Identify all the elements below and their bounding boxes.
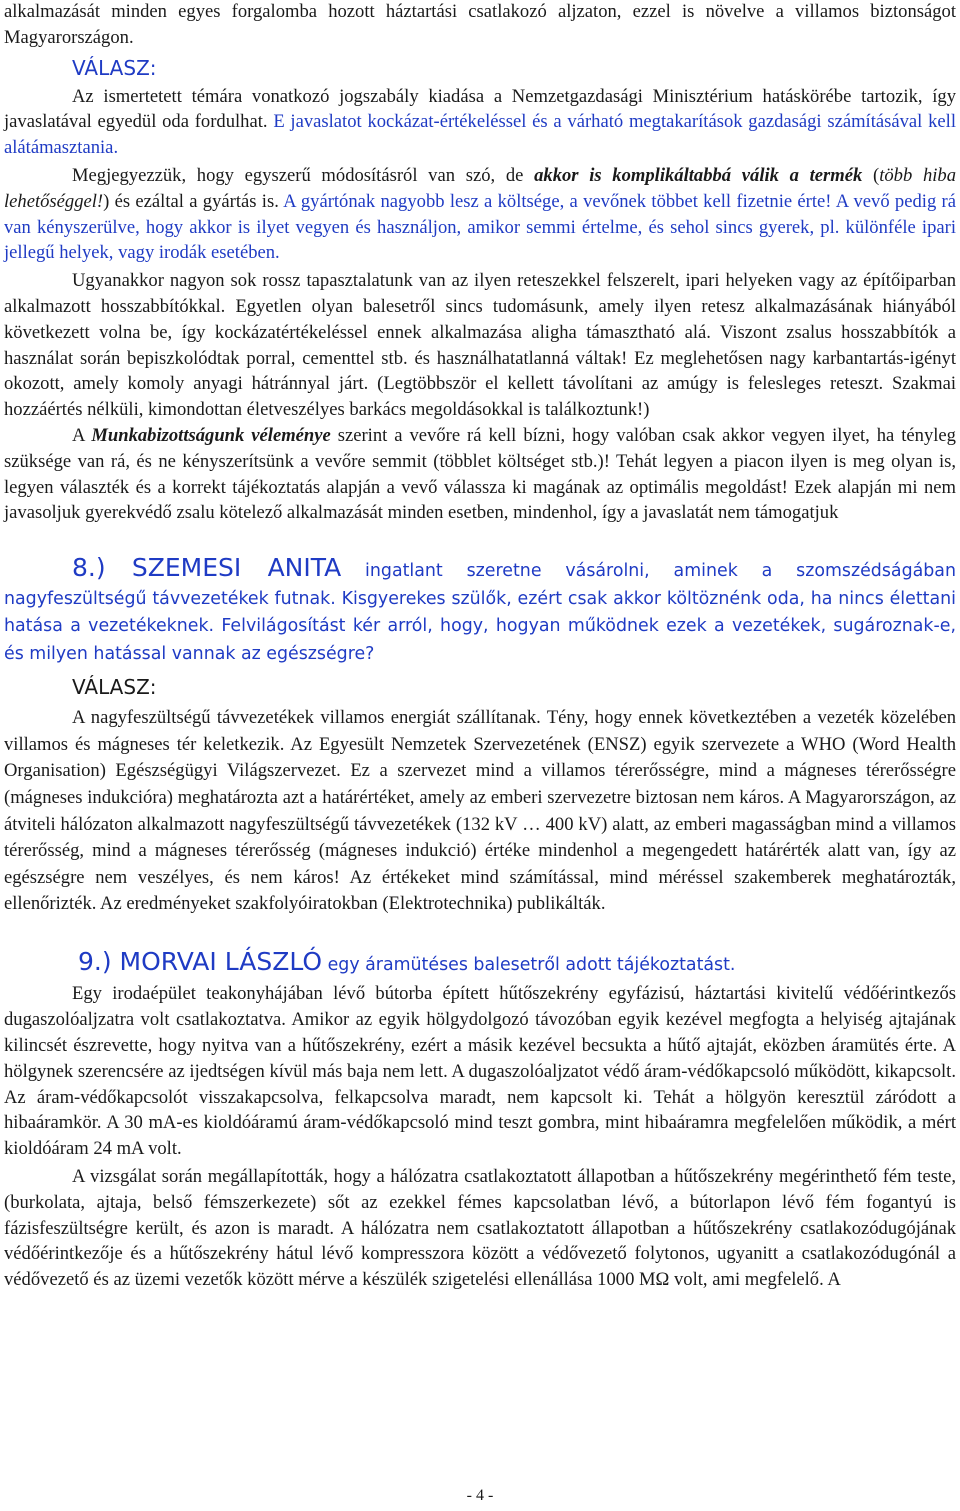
- text-segment: Megjegyezzük, hogy egyszerű módosításról van szó, de: [72, 164, 535, 186]
- text-segment: Egy irodaépület teakonyhájában lévő bútorba épített hűtőszekrény egyfázisú, háztartási kivitelű védőérintkezős dugaszolóaljzatra volt csatlakoztatva. Amikor az egyik hölgydolgozó távozóban egyik kezével megfogta a helyiség ajtajának kilincsét észrevette, hogy nyitva van a hűtőszekrény, ezért a másik kezével becsukta a hűtő ajtaját, eközben áramütés érte. A hölgynek szerencsére az ijedtségen kívül más baja nem lett. A dugaszolóaljzatot védő áram-védőkapcsoló működött, kikapcsolt. Az áram-védőkapcsolót visszakapcsolva, felkapcsolva maradt, nem kapcsolt ki. Tehát a hölgyön keresztül záródott a hibaáramkör. A 30 mA-es kioldóáramú áram-védőkapcsoló mind teszt gombra, mint hibaáramra megfelelően működik, a mért kioldóáram 24 mA volt.: [4, 983, 956, 1160]
- text-segment: Az ismertetett témára vonatkozó jogszabály kiadása a Nemzetgazdasági Minisztérium hatáskörébe tartozik, így javaslatával egyedül oda fordulhat.: [4, 85, 956, 133]
- paragraph-answer-1: [4, 84, 956, 161]
- text-segment: A nagyfeszültségű távvezetékek villamos energiát szállítanak. Tény, hogy ennek következtében a vezeték közelében villamos és mágneses tér keletkezik. Az Egyesült Nemzetek Szervezetének (ENSZ) egyik szervezete a WHO (Word Health Organisation) Egészségügyi Világszervezet. Ez a szervezet mind a villamos térerősségre, mind a mágneses térerősségre (mágneses indukcióra) meghatározta azt a határértéket, amely az emberi szervezetre biztosan nem káros. A Magyarországon, az átviteli hálózaton alkalmazott nagyfeszültségű távvezetékek (132 kV … 400 kV) alatt, az emberi magasságban mind a villamos térerősség, mind a mágneses térerősség (mágneses indukció) értéke mindenhol a megengedett határérték alatt van, így az egészségre nem veszélyes, és nem káros! Az értékeket mind számítással, mind méréssel szakemberek meghatározták, ellenőrizték. Az eredményeket szakfolyóiratokban (Elektrotechnika) publikálták.: [4, 707, 956, 915]
- text-segment: A: [72, 424, 92, 446]
- text-segment: Ugyanakkor nagyon sok rossz tapasztalatunk van az ilyen reteszekkel felszerelt, ipari helyeken vagy az építőiparban alkalmazott hosszabbítókkal. Egyetlen olyan balesetről sincs tudomásunk, amely ilyen retesz alkalmazásának hiányából következett volna be, így kockázatértékeléssel ennek alkalmazása aligha támasztható alá. Viszont zsalus hosszabbítók a használat során bepiszkolódtak porral, cementtel stb. és használhatatlanná váltak! Ez meglehetősen nagy karbantartás-igényt okozott, amely komoly anyagi hátránnyal járt. (Legtöbbször el kellett távolítani az amúgy is felesleges reteszt. Szakmai hozzáértés nélküli, kimondottan életveszélyes barkács megoldásokkal is találkoztunk!): [4, 270, 956, 421]
- text-segment: szerint a vevőre rá kell bízni, hogy valóban csak akkor vegyen ilyet, ha tényleg szüksége van rá, és ne kényszerítsünk a vevőre semmit (többlet költséget stb.)! Tehát legyen a piacon ilyen is meg olyan is, legyen választék és a korrekt tájékoztatás alapján a vevő válassza ki magának az optimális megoldást! Ezek alapján mi nem javasoljuk gyerekvédő zsalu kötelező alkalmazását minden esetben, mindenhol, így a javaslatát nem támogatjuk: [4, 424, 956, 524]
- highlighted-text: E javaslatot kockázat-értékeléssel és a várható megtakarítások gazdasági számításával kell alátámasztania: [4, 111, 956, 159]
- highlighted-text: A gyártónak nagyobb lesz a költsége, a vevőnek többet kell fizetnie érte!: [283, 190, 836, 212]
- emphasis-text: akkor is komplikáltabbá válik a termék: [534, 164, 863, 186]
- emphasis-text: Munkabizottságunk véleménye: [91, 424, 331, 446]
- question-8: [4, 554, 956, 668]
- highlighted-text: A vevő pedig rá van kényszerülve, hogy akkor is ilyet vegyen és használjon, amikor semmi értelme, és sehol sincs gyerek, pl. különféle ipari jellegű helyek, vagy irodák esetében.: [4, 190, 956, 264]
- paragraph-answer-9b: [4, 1164, 956, 1293]
- paragraph-answer-8: [4, 705, 956, 918]
- paragraph-answer-3: [4, 268, 956, 423]
- text-segment: ) és ezáltal a gyártás is.: [103, 190, 284, 212]
- question-number-name: 8.) SZEMESI ANITA: [72, 553, 342, 583]
- text-segment: (: [862, 164, 880, 186]
- answer-heading: VÁLASZ:: [72, 675, 157, 700]
- paragraph-answer-2: [4, 163, 956, 266]
- page-number: - 4 -: [466, 1487, 494, 1504]
- question-9: [4, 948, 956, 980]
- paragraph-answer-4: [4, 423, 956, 526]
- answer-heading: VÁLASZ:: [72, 55, 157, 80]
- paragraph-intro: [4, 0, 956, 51]
- question-text: ingatlant szeretne vásárolni, aminek a szomszédságában nagyfeszültségű távvezetékek futnak. Kisgyerekes szülők, ezért csak akkor költöznénk oda, ha nincs élettani hatása a vezetékeknek. Felvilágosítást kér arról, hogy, hogyan működnek ezek a vezetékek, sugároznak-e, és milyen hatással vannak az egészségre?: [4, 561, 956, 664]
- paragraph-answer-9a: [4, 981, 956, 1162]
- intro-text: alkalmazását minden egyes forgalomba hozott háztartási csatlakozó aljzaton, ezzel is növelve a villamos biztonságot Magyarországon.: [4, 1, 956, 48]
- italic-text: több hiba lehetőséggel!: [4, 164, 957, 212]
- text-segment: A vizsgálat során megállapították, hogy a hálózatra csatlakoztatott állapotban a hűtőszekrény megérinthető fém teste, (burkolata, ajtaja, belső fémszerkezete) sőt az ezekkel fémes kapcsolatban lévő, a bútorlapon lévő fém fogantyú is fázisfeszültségre került, és azon is maradt. A hálózatra nem csatlakoztatott állapotban a hűtőszekrény csatlakozódugójának védőérintkezője és a hűtőszekrény hátul lévő kompresszora között a védővezető folytonos, ugyanitt a csatlakozódugónál a védővezető és az üzemi vezetők között mérve a készülék szigetelési ellenállása 1000 MΩ volt, ami megfelelő. A: [4, 1165, 956, 1291]
- text-segment: .: [113, 137, 119, 159]
- document-page: [4, 0, 956, 1293]
- question-text: egy áramütéses balesetről adott tájékoztatást.: [322, 954, 736, 975]
- question-number-name: 9.) MORVAI LÁSZLÓ: [78, 946, 323, 976]
